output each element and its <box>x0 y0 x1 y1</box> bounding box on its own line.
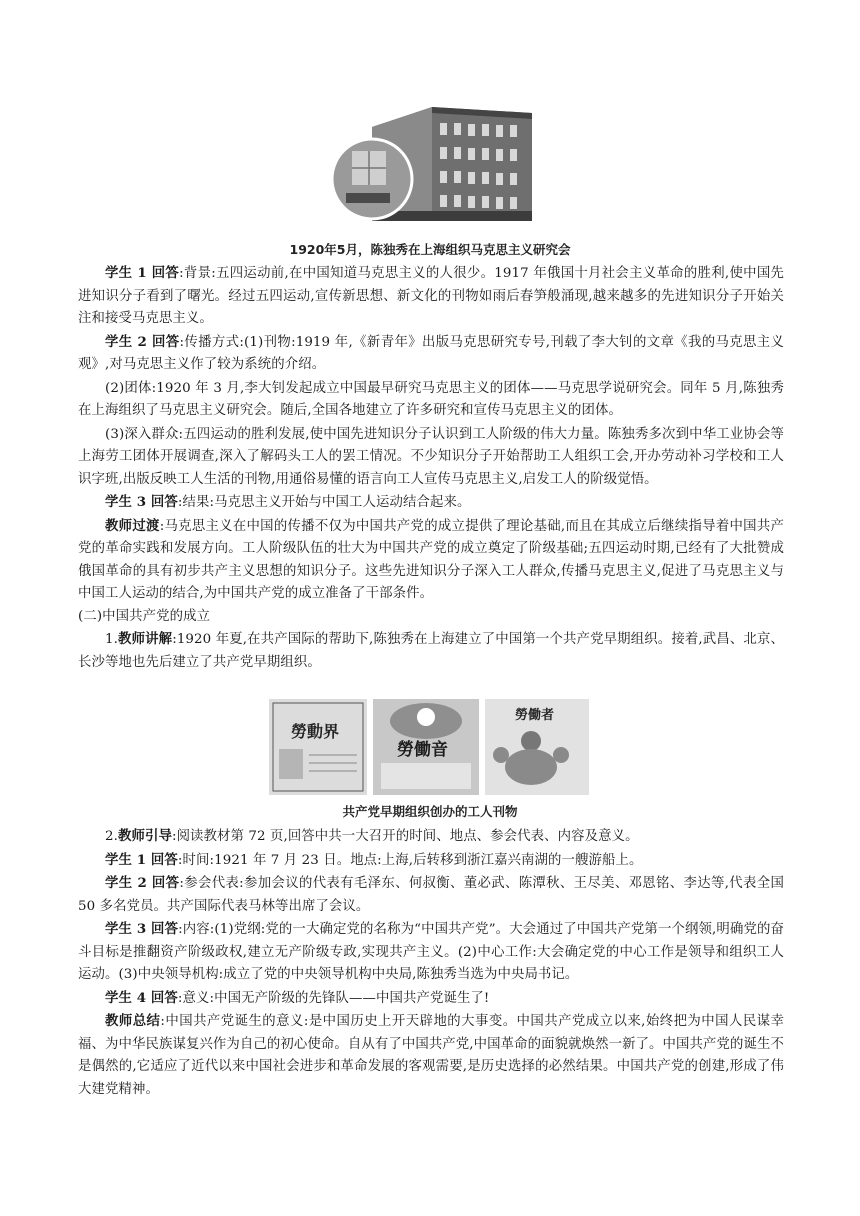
paragraph: 1.教师讲解:1920 年夏,在共产国际的帮助下,陈独秀在上海建立了中国第一个共产党早期组织。接着,武昌、北京、长沙等地也先后建立了共产党早期组织。 <box>78 631 784 670</box>
figure-caption: 共产党早期组织创办的工人刊物 <box>342 804 518 819</box>
section-heading: (二)中国共产党的成立 <box>78 608 211 624</box>
section-party-founding <box>78 825 784 1101</box>
paragraph: 学生 3 回答:结果:马克思主义开始与中国工人运动结合起来。 <box>105 494 471 510</box>
paragraph: 学生 4 回答:意义:中国无产阶级的先锋队——中国共产党诞生了! <box>105 989 490 1006</box>
paragraph: 教师过渡:马克思主义在中国的传播不仅为中国共产党的成立提供了理论基础,而且在其成立后继续指导着中国共产党的革命实践和发展方向。工人阶级队伍的壮大为中国共产党的成立奠定了阶级基础;五四运动时期,已经有了大批赞成俄国革命的具有初步共产主义思想的知识分子。这些先进知识分子深入工人群众,传播马克思主义,促进了马克思主义与中国工人运动的结合,为中国共产党的成立准备了干部条件。 <box>78 517 784 601</box>
paragraph: 学生 2 回答:参会代表:参加会议的代表有毛泽东、何叔衡、董必武、陈潭秋、王尽美、邓恩铭、李达等,代表全国 50 多名党员。共产国际代表马林等出席了会议。 <box>78 875 784 914</box>
magazine-title-3: 勞働者 <box>515 708 555 723</box>
paragraph: 学生 2 回答:传播方式:(1)刊物:1919 年,《新青年》出版马克思研究专号,刊载了李大钊的文章《我的马克思主义观》,对马克思主义作了较为系统的介绍。 <box>78 333 785 372</box>
magazine-title-2: 勞働音 <box>397 740 448 760</box>
paragraph: (3)深入群众:五四运动的胜利发展,使中国先进知识分子认识到工人阶级的伟大力量。陈独秀多次到中华工业协会等上海劳工团体开展调查,深入了解码头工人的罢工情况。不少知识分子开始帮助工人组织工会,开办劳动补习学校和工人识字班,出版反映工人生活的刊物,用通俗易懂的语言向工人宣传马克思主义,启发工人的阶级觉悟。 <box>78 426 784 487</box>
worker-magazines-image <box>269 699 589 795</box>
paragraph: 学生 1 回答:时间:1921 年 7 月 23 日。地点:上海,后转移到浙江嘉兴南湖的一艘游船上。 <box>105 851 643 868</box>
paragraph: 学生 3 回答:内容:(1)党纲:党的一大确定党的名称为“中国共产党”。大会通过了中国共产党第一个纲领,明确党的奋斗目标是推翻资产阶级政权,建立无产阶级专政,实现共产主义。(2)中心工作:大会确定党的中心工作是领导和组织工人运动。(3)中央领导机构:成立了党的中央领导机构中央局,陈独秀当选为中央局书记。 <box>78 921 784 982</box>
figure-caption: 1920年5月，陈独秀在上海组织马克思主义研究会 <box>289 242 571 257</box>
photo-marxism-research-society <box>332 103 532 221</box>
paragraph: 学生 1 回答:背景:五四运动前,在中国知道马克思主义的人很少。1917 年俄国十月社会主义革命的胜利,使中国先进知识分子看到了曙光。经过五四运动,宣传新思想、新文化的刊物如雨后春笋般涌现,越来越多的先进知识分子开始关注和接受马克思主义。 <box>78 265 784 326</box>
magazine-title-1: 勞動界 <box>291 722 340 741</box>
paragraph: 2.教师引导:阅读教材第 72 页,回答中共一大召开的时间、地点、参会代表、内容及意义。 <box>105 828 639 844</box>
paragraph: 教师总结:中国共产党诞生的意义:是中国历史上开天辟地的大事变。中国共产党成立以来,始终把为中国人民谋幸福、为中华民族谋复兴作为自己的初心使命。自从有了中国共产党,中国革命的面貌就焕然一新了。中国共产党的诞生不是偶然的,它适应了近代以来中国社会进步和革命发展的客观需要,是历史选择的必然结果。中国共产党的创建,形成了伟大建党精神。 <box>78 1013 785 1097</box>
paragraph: (2)团体:1920 年 3 月,李大钊发起成立中国最早研究马克思主义的团体——马克思学说研究会。同年 5 月,陈独秀在上海组织了马克思主义研究会。随后,全国各地建立了许多研究和宣传马克思主义的团体。 <box>78 380 784 418</box>
section-marxism-spread <box>78 262 784 674</box>
